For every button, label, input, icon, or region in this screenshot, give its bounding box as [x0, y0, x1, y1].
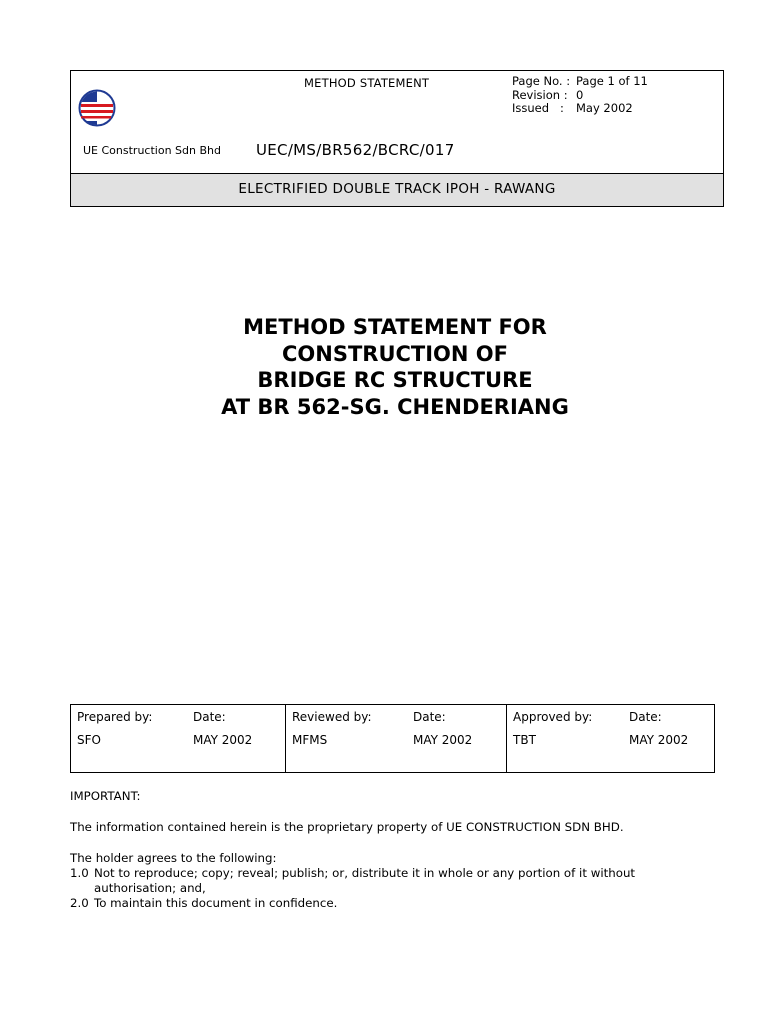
- issued-value: May 2002: [576, 101, 633, 116]
- prepared-label: Prepared by:: [77, 710, 153, 724]
- header-top: [71, 71, 723, 176]
- company-logo-icon: [78, 89, 116, 127]
- title-line: CONSTRUCTION OF: [282, 341, 508, 366]
- prepared-value: SFO: [77, 733, 101, 747]
- notice-property: The information contained herein is the proprietary property of UE CONSTRUCTION SDN BHD.: [70, 820, 624, 834]
- document-header: [70, 70, 724, 207]
- notice-agree: The holder agrees to the following:: [70, 851, 277, 865]
- prepared-date-label: Date:: [193, 710, 226, 724]
- notice-heading: IMPORTANT:: [70, 789, 141, 803]
- reference-number: UEC/MS/BR562/BCRC/017: [256, 141, 455, 159]
- revision-row: [512, 89, 648, 103]
- page-value: Page 1 of 11: [576, 74, 648, 88]
- list-item: [70, 896, 720, 911]
- reviewed-cell: [285, 705, 506, 772]
- list-item: [70, 866, 720, 896]
- page-label: Page No. :: [512, 74, 571, 88]
- approved-cell: [506, 705, 714, 772]
- approved-value: TBT: [513, 733, 536, 747]
- list-text: To maintain this document in confidence.: [94, 896, 338, 910]
- title-line: AT BR 562-SG. CHENDERIANG: [221, 394, 569, 419]
- reviewed-date-label: Date:: [413, 710, 446, 724]
- document-title: [0, 314, 768, 420]
- approved-date-value: MAY 2002: [629, 733, 689, 747]
- issued-row: [512, 102, 648, 116]
- doc-meta: [512, 75, 648, 116]
- prepared-cell: [71, 705, 285, 772]
- revision-value: 0: [576, 87, 584, 102]
- issued-label: Issued :: [512, 101, 564, 116]
- approved-label: Approved by:: [513, 710, 593, 724]
- signoff-table: [70, 704, 715, 773]
- prepared-date-value: MAY 2002: [193, 733, 253, 747]
- confidentiality-notice: [70, 789, 720, 911]
- reviewed-label: Reviewed by:: [292, 710, 372, 724]
- list-number: 2.0: [70, 896, 89, 910]
- reviewed-value: MFMS: [292, 733, 328, 747]
- page-row: [512, 75, 648, 89]
- list-number: 1.0: [70, 866, 89, 880]
- revision-label: Revision :: [512, 87, 568, 102]
- list-text: Not to reproduce; copy; reveal; publish; or, distribute it in whole or any portion of it without authorisation; and,: [94, 866, 636, 895]
- title-line: METHOD STATEMENT FOR: [243, 315, 547, 339]
- title-line: BRIDGE RC STRUCTURE: [257, 368, 533, 392]
- company-name: UE Construction Sdn Bhd: [83, 144, 221, 157]
- project-title-bar: ELECTRIFIED DOUBLE TRACK IPOH - RAWANG: [71, 173, 723, 206]
- doc-type: METHOD STATEMENT: [304, 76, 430, 90]
- approved-date-label: Date:: [629, 710, 662, 724]
- reviewed-date-value: MAY 2002: [413, 733, 473, 747]
